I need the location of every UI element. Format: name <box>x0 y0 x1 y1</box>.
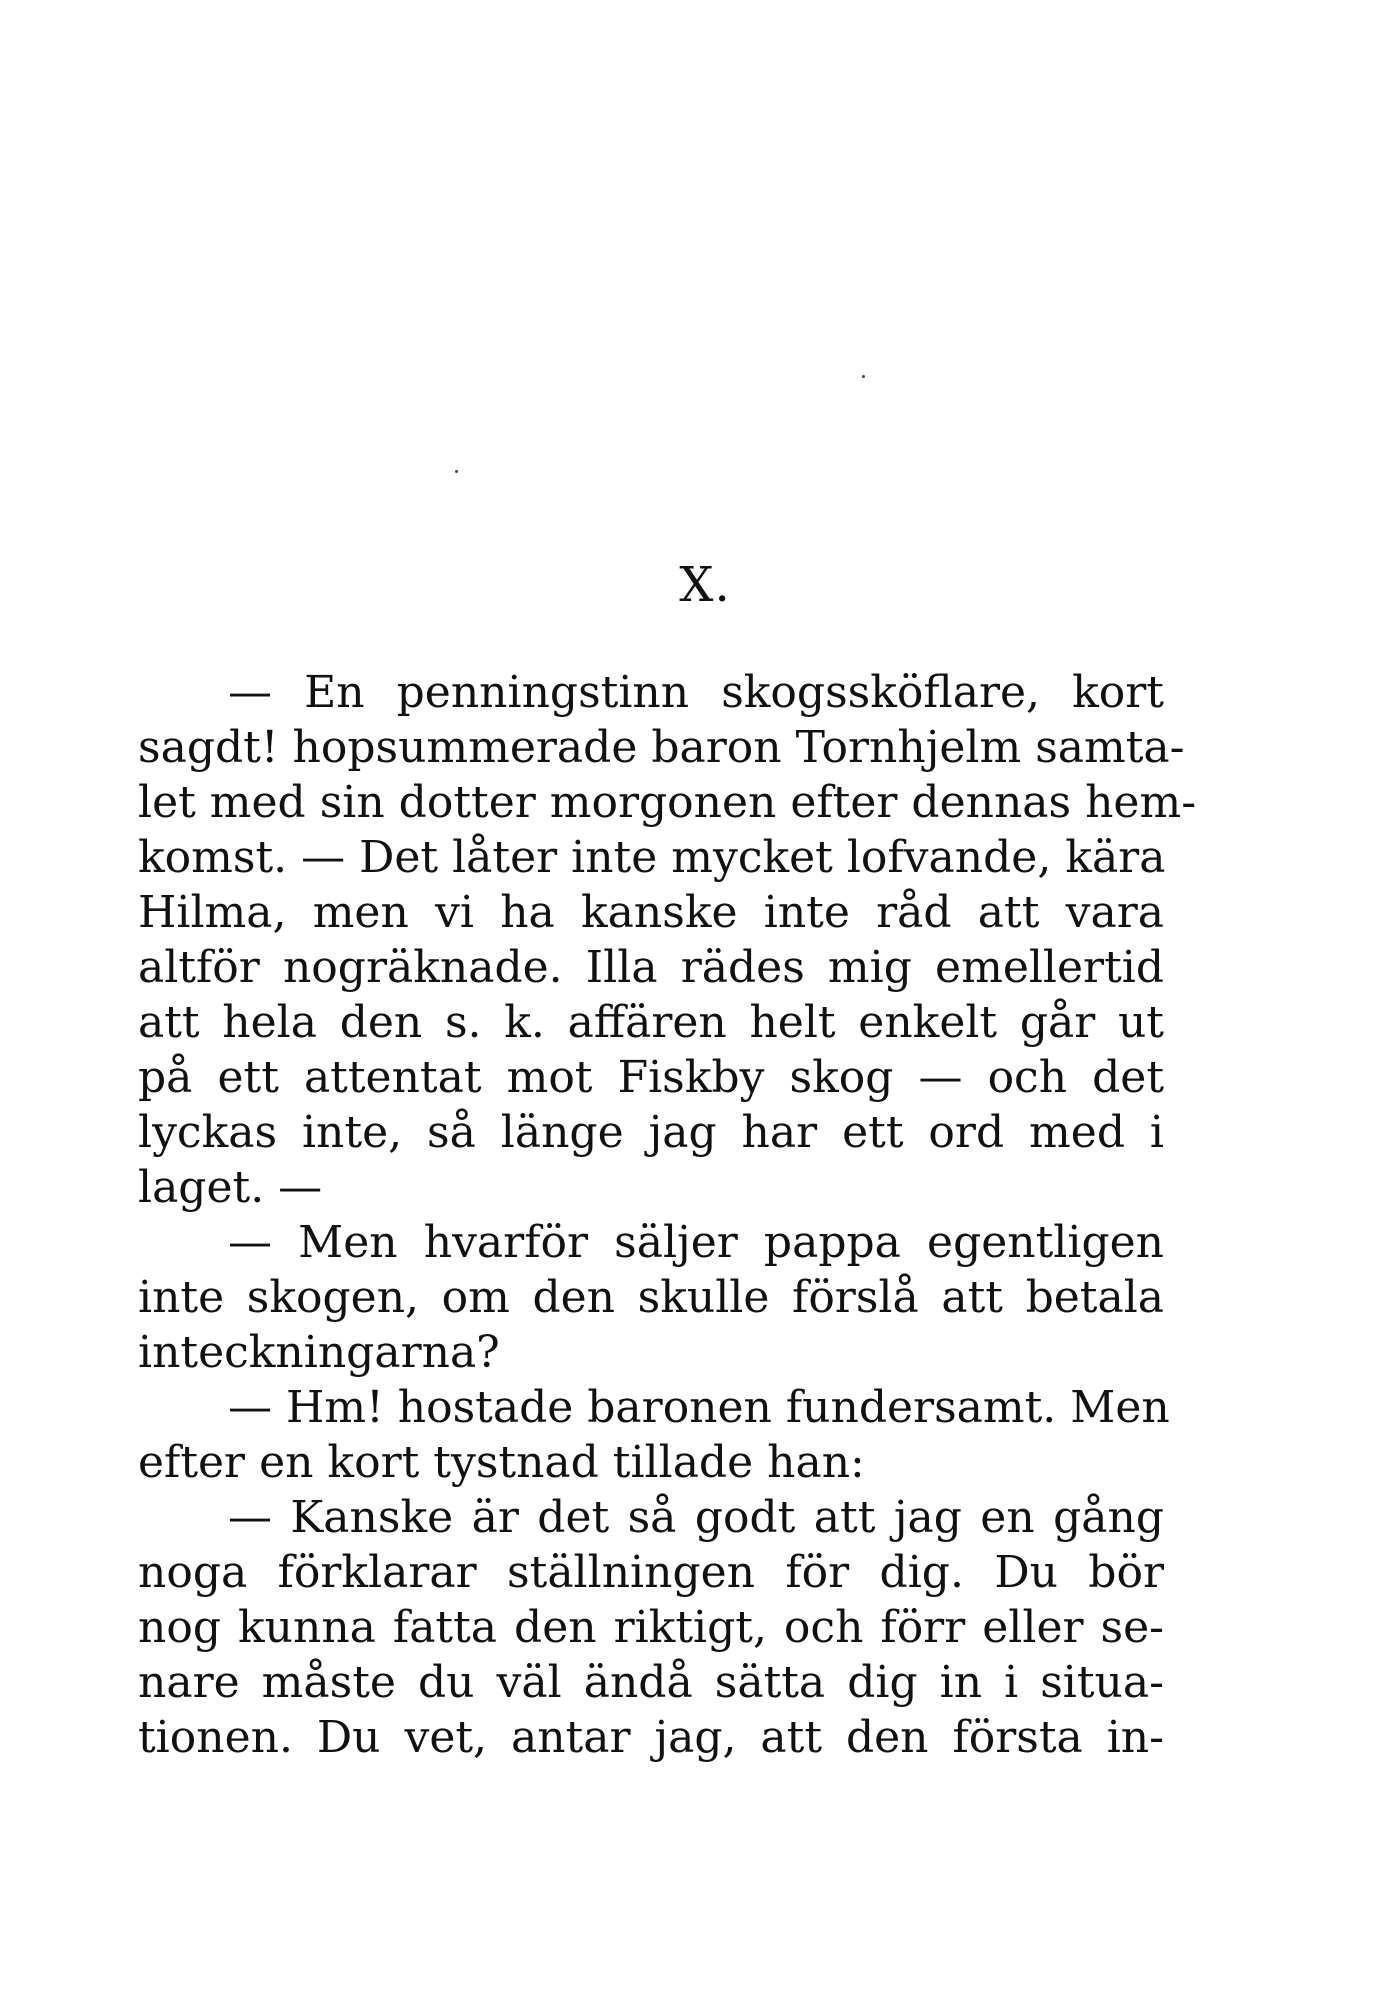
text-line: tionen. Du vet, antar jag, att den första in- <box>138 1712 1164 1763</box>
text-line: komst. — Det låter inte mycket lofvande, kära <box>138 832 1166 883</box>
text-line: — Men hvarför säljer pappa egentligen <box>228 1217 1164 1268</box>
text-line: — Hm! hostade baronen fundersamt. Men <box>228 1382 1170 1433</box>
text-line: lyckas inte, så länge jag har ett ord med i <box>138 1107 1164 1158</box>
print-speck <box>862 375 865 378</box>
text-line: altför nogräknade. Illa rädes mig emellertid <box>138 942 1164 993</box>
text-line: inte skogen, om den skulle förslå att betala <box>138 1272 1164 1323</box>
text-line: noga förklarar ställningen för dig. Du bör <box>138 1547 1164 1598</box>
print-speck <box>455 470 458 473</box>
text-line: efter en kort tystnad tillade han: <box>138 1437 865 1488</box>
text-line: — En penningstinn skogssköflare, kort <box>228 667 1164 718</box>
text-line: laget. — <box>138 1162 323 1213</box>
text-line: inteckningarna? <box>138 1327 500 1378</box>
text-line: på ett attentat mot Fiskby skog — och det <box>138 1052 1164 1103</box>
chapter-heading: X. <box>679 557 731 613</box>
text-line: nog kunna fatta den riktigt, och förr eller se- <box>138 1602 1164 1653</box>
text-line: — Kanske är det så godt att jag en gång <box>228 1492 1164 1543</box>
text-line: Hilma, men vi ha kanske inte råd att vara <box>138 887 1164 938</box>
text-line: nare måste du väl ändå sätta dig in i situa- <box>138 1657 1164 1708</box>
text-line: att hela den s. k. affären helt enkelt går ut <box>138 997 1164 1048</box>
text-line: sagdt! hopsummerade baron Tornhjelm samta- <box>138 722 1185 773</box>
body-text <box>138 665 1197 1765</box>
text-line: let med sin dotter morgonen efter dennas hem- <box>138 777 1197 828</box>
